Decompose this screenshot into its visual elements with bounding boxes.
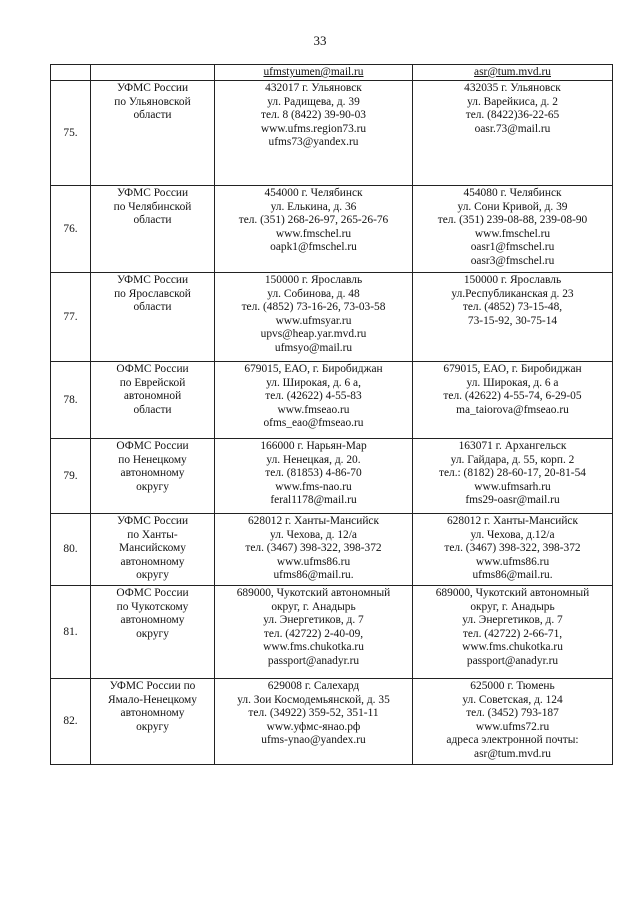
address-line: www.ufms86.ru: [276, 555, 351, 568]
organization-line: ОФМС России: [116, 363, 189, 375]
address-line: 150000 г. Ярославль: [264, 274, 363, 286]
row-number-cell: [51, 65, 91, 81]
organization-line: автономному: [120, 555, 185, 568]
row-number-cell: [51, 273, 91, 362]
office-address-cell: [215, 362, 413, 439]
registration-unit-address-cell: [413, 81, 613, 186]
address-line: тел. (351) 239-08-88, 239-08-90: [437, 214, 588, 227]
organization-line: автономному: [120, 614, 185, 627]
address-line: ул. Елькина, д. 36: [270, 200, 357, 213]
organization-cell: [91, 679, 215, 765]
office-address-cell: [215, 586, 413, 679]
address-line: ул. Чехова, д.12/а: [470, 528, 555, 541]
row-number-cell: [51, 81, 91, 186]
registration-unit-address-cell: [413, 65, 613, 81]
address-line: www.fms.chukotka.ru: [263, 641, 364, 654]
organization-line: по Челябинской: [113, 200, 192, 213]
address-line: www.fms.chukotka.ru: [462, 641, 563, 654]
address-line: 628012 г. Ханты-Мансийск: [247, 515, 380, 527]
organization-line: УФМС России: [116, 274, 189, 286]
organization-cell: [91, 439, 215, 514]
organization-line: Мансийскому: [119, 542, 186, 555]
registration-unit-address-cell: [413, 679, 613, 765]
address-line: тел.: (8182) 28-60-17, 20-81-54: [438, 467, 586, 480]
address-line: oasr1@fmschel.ru: [470, 241, 555, 254]
organization-cell: [91, 65, 215, 81]
address-line: 73-15-92, 30-75-14: [467, 314, 558, 327]
row-number: 78.: [63, 393, 78, 406]
address-line: ufms73@yandex.ru: [268, 136, 359, 149]
address-line: www.fmschel.ru: [474, 227, 551, 240]
table-row: [51, 586, 613, 679]
address-line: 150000 г. Ярославль: [463, 274, 562, 286]
organization-line: автономной: [123, 390, 182, 403]
address-line: 432035 г. Ульяновск: [464, 82, 561, 94]
organization-line: ОФМС России: [116, 440, 189, 452]
address-line: тел. (42622) 4-55-83: [265, 390, 362, 403]
registration-unit-address-cell: [413, 186, 613, 273]
address-line: 625000 г. Тюмень: [470, 680, 555, 692]
table-row-continued: [51, 65, 613, 81]
address-line: ул. Советская, д. 124: [462, 693, 563, 706]
address-line: 679015, ЕАО, г. Биробиджан: [443, 363, 582, 375]
organization-line: УФМС России: [116, 515, 189, 527]
organization-cell: [91, 362, 215, 439]
row-number: 79.: [63, 469, 78, 482]
row-number: 82.: [63, 715, 78, 728]
row-number-cell: [51, 679, 91, 765]
address-line: ул. Сони Кривой, д. 39: [457, 200, 568, 213]
organization-line: области: [133, 109, 172, 122]
organization-line: автономному: [120, 707, 185, 720]
row-number-cell: [51, 439, 91, 514]
address-line: ул. Энергетиков, д. 7: [263, 614, 364, 627]
address-line: ул. Радищева, д. 39: [267, 95, 360, 108]
office-address-cell: [215, 65, 413, 81]
address-line: www.fmschel.ru: [275, 227, 352, 240]
address-line: 689000, Чукотский автономный: [435, 587, 590, 599]
address-line: asr@tum.mvd.ru: [474, 747, 551, 760]
address-line: www.ufms86.ru: [475, 555, 550, 568]
organization-line: области: [133, 403, 172, 416]
organization-line: УФМС России по: [109, 680, 196, 692]
address-line: 679015, ЕАО, г. Биробиджан: [244, 363, 383, 375]
address-line: www.ufms.region73.ru: [260, 122, 367, 135]
organization-line: по Ульяновской: [114, 95, 191, 108]
address-line: тел. (8422)36-22-65: [465, 109, 560, 122]
row-number-cell: [51, 514, 91, 586]
address-line: www.ufms72.ru: [475, 720, 550, 733]
email-text: ufmstyumen@mail.ru: [263, 66, 364, 78]
organization-line: области: [133, 301, 172, 314]
organization-line: округу: [136, 480, 169, 493]
table-row: [51, 186, 613, 273]
address-line: тел. (42722) 2-66-71,: [462, 627, 563, 640]
address-line: тел. 8 (8422) 39-90-03: [261, 109, 366, 122]
address-line: oasr3@fmschel.ru: [470, 254, 555, 267]
row-number-cell: [51, 362, 91, 439]
address-line: feral1178@mail.ru: [270, 494, 357, 507]
address-line: ufms-ynao@yandex.ru: [261, 734, 366, 747]
organization-line: области: [133, 214, 172, 227]
address-line: 628012 г. Ханты-Мансийск: [446, 515, 579, 527]
row-number: 80.: [63, 543, 78, 556]
registration-unit-address-cell: [413, 514, 613, 586]
address-line: ул. Варейкиса, д. 2: [467, 95, 558, 108]
address-line: ofms_eao@fmseao.ru: [263, 417, 364, 430]
address-line: fms29-oasr@mail.ru: [465, 494, 560, 507]
address-line: 629008 г. Салехард: [267, 680, 360, 692]
row-number: 75.: [63, 126, 78, 139]
registration-unit-address-cell: [413, 362, 613, 439]
address-line: 163071 г. Архангельск: [458, 440, 567, 452]
address-line: 454080 г. Челябинск: [463, 187, 562, 199]
organization-cell: [91, 586, 215, 679]
office-address-cell: [215, 273, 413, 362]
address-line: passport@anadyr.ru: [267, 654, 360, 667]
organization-cell: [91, 186, 215, 273]
fms-offices-table: [50, 64, 613, 765]
address-line: ул. Ненецкая, д. 20.: [266, 453, 361, 466]
address-line: тел. (351) 268-26-97, 265-26-76: [238, 214, 389, 227]
address-line: ufmsyo@mail.ru: [274, 341, 353, 354]
address-line: тел. (34922) 359-52, 351-11: [248, 707, 379, 720]
organization-line: Ямало-Ненецкому: [108, 693, 197, 706]
row-number: 76.: [63, 222, 78, 235]
address-line: тел. (4852) 73-16-26, 73-03-58: [241, 301, 386, 314]
table-row: [51, 81, 613, 186]
table-row: [51, 273, 613, 362]
address-line: www.уфмс-янао.рф: [266, 720, 361, 733]
address-line: ул.Республиканская д. 23: [451, 287, 574, 300]
address-line: тел. (3467) 398-322, 398-372: [444, 542, 581, 555]
address-line: www.ufmsyar.ru: [275, 314, 352, 327]
organization-line: по Ярославской: [114, 287, 191, 300]
organization-line: по Ханты-: [127, 528, 178, 541]
address-line: тел. (4852) 73-15-48,: [462, 301, 563, 314]
address-line: тел. (42722) 2-40-09,: [263, 627, 364, 640]
row-number: 77.: [63, 310, 78, 323]
address-line: oasr.73@mail.ru: [474, 122, 551, 135]
address-line: ул. Широкая, д. 6 а,: [266, 376, 361, 389]
address-line: адреса электронной почты:: [446, 734, 579, 747]
organization-line: УФМС России: [116, 82, 189, 94]
organization-line: автономному: [120, 467, 185, 480]
address-line: oapk1@fmschel.ru: [270, 241, 357, 254]
organization-line: по Еврейской: [119, 376, 186, 389]
email-text: asr@tum.mvd.ru: [474, 66, 551, 78]
address-line: 166000 г. Нарьян-Мар: [260, 440, 367, 452]
address-line: www.fms-nao.ru: [275, 480, 352, 493]
organization-line: ОФМС России: [116, 587, 189, 599]
address-line: тел. (42622) 4-55-74, 6-29-05: [443, 390, 582, 403]
office-address-cell: [215, 679, 413, 765]
organization-line: округу: [136, 720, 169, 733]
address-line: passport@anadyr.ru: [466, 654, 559, 667]
address-line: ул. Широкая, д. 6 а: [466, 376, 559, 389]
address-line: ул. Собинова, д. 48: [267, 287, 360, 300]
office-address-cell: [215, 81, 413, 186]
address-line: ул. Зои Космодемьянской, д. 35: [237, 693, 390, 706]
organization-line: по Чукотскому: [116, 600, 189, 613]
table-row: [51, 362, 613, 439]
registration-unit-address-cell: [413, 273, 613, 362]
table-row: [51, 514, 613, 586]
address-line: ufms86@mail.ru.: [472, 569, 553, 582]
address-line: округ, г. Анадырь: [470, 600, 555, 613]
organization-line: округу: [136, 627, 169, 640]
address-line: ул. Энергетиков, д. 7: [462, 614, 563, 627]
address-line: тел. (81853) 4-86-70: [265, 467, 362, 480]
organization-line: УФМС России: [116, 187, 189, 199]
row-number-cell: [51, 186, 91, 273]
address-line: ma_taiorova@fmseao.ru: [456, 403, 569, 416]
address-line: ул. Чехова, д. 12/а: [270, 528, 357, 541]
organization-cell: [91, 81, 215, 186]
office-address-cell: [215, 514, 413, 586]
organization-cell: [91, 514, 215, 586]
address-line: 454000 г. Челябинск: [264, 187, 363, 199]
office-address-cell: [215, 439, 413, 514]
table-row: [51, 679, 613, 765]
address-line: 689000, Чукотский автономный: [236, 587, 391, 599]
address-line: ул. Гайдара, д. 55, корп. 2: [450, 453, 575, 466]
address-line: upvs@heap.yar.mvd.ru: [260, 328, 367, 341]
row-number-cell: [51, 586, 91, 679]
row-number: 81.: [63, 625, 78, 638]
organization-line: округу: [136, 569, 169, 582]
registration-unit-address-cell: [413, 586, 613, 679]
table-row: [51, 439, 613, 514]
address-line: округ, г. Анадырь: [271, 600, 356, 613]
organization-line: по Ненецкому: [118, 453, 187, 466]
address-line: ufms86@mail.ru.: [273, 569, 354, 582]
registration-unit-address-cell: [413, 439, 613, 514]
office-address-cell: [215, 186, 413, 273]
address-line: www.fmseao.ru: [277, 403, 350, 416]
organization-cell: [91, 273, 215, 362]
address-line: тел. (3452) 793-187: [466, 707, 559, 720]
address-line: 432017 г. Ульяновск: [265, 82, 362, 94]
page-number: 33: [313, 33, 327, 48]
address-line: тел. (3467) 398-322, 398-372: [245, 542, 382, 555]
address-line: www.ufmsarh.ru: [474, 480, 551, 493]
